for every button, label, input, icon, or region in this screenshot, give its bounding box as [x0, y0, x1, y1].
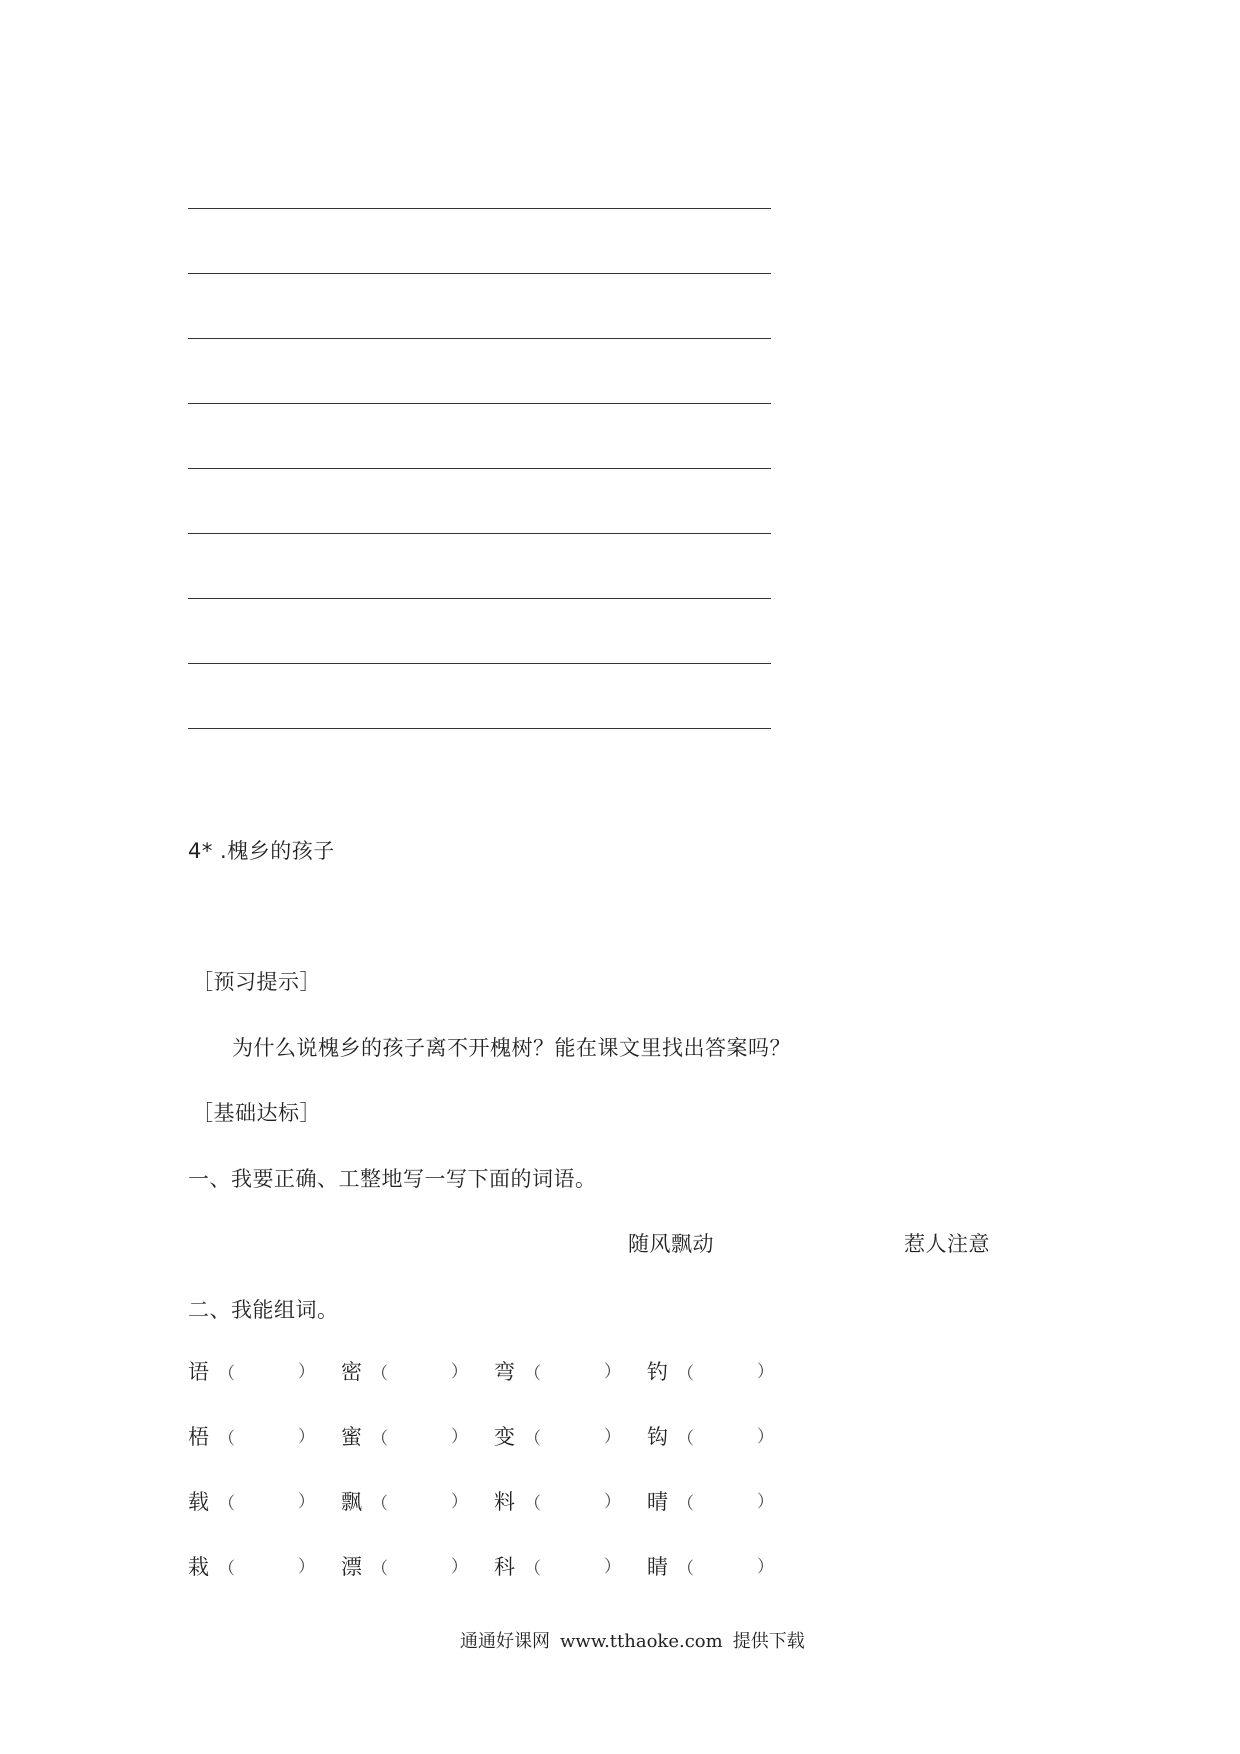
word-cell	[341, 1359, 468, 1387]
word-cell-character: 弯	[494, 1360, 515, 1384]
writing-line	[188, 598, 771, 599]
word-cell	[494, 1489, 621, 1517]
word-cell	[341, 1554, 468, 1582]
question-1: 一、我要正确、工整地写一写下面的词语。	[188, 1167, 597, 1191]
answer-blank-open[interactable]: （	[371, 1429, 388, 1449]
word-cell	[188, 1424, 315, 1452]
word-cell-character: 语	[188, 1360, 209, 1384]
word-cell-character: 晴	[647, 1490, 668, 1514]
answer-blank-open[interactable]: （	[524, 1559, 541, 1579]
lesson-title: 4* .槐乡的孩子	[188, 839, 335, 863]
answer-blank-open[interactable]: （	[524, 1429, 541, 1449]
word-cell	[341, 1424, 468, 1452]
answer-blank-close: ）	[604, 1557, 621, 1577]
answer-blank-close: ）	[451, 1557, 468, 1577]
answer-blank-close: ）	[604, 1427, 621, 1447]
writing-line	[188, 533, 771, 534]
preview-heading: ［预习提示］	[192, 970, 321, 994]
word-cell-character: 变	[494, 1425, 515, 1449]
word-cell-character: 栽	[188, 1555, 209, 1579]
answer-blank-open[interactable]: （	[677, 1364, 694, 1384]
answer-blank-close: ）	[451, 1492, 468, 1512]
footer-site-name: 通通好课网	[460, 1631, 550, 1652]
answer-blank-close: ）	[757, 1427, 774, 1447]
word-cell	[647, 1489, 774, 1517]
word-cell-character: 梧	[188, 1425, 209, 1449]
answer-blank-close: ）	[757, 1557, 774, 1577]
word-cell-character: 密	[341, 1360, 362, 1384]
writing-line	[188, 208, 771, 209]
answer-blank-open[interactable]: （	[524, 1364, 541, 1384]
practice-word: 惹人注意	[904, 1232, 990, 1256]
word-cell	[188, 1359, 315, 1387]
answer-blank-open[interactable]: （	[677, 1494, 694, 1514]
writing-line	[188, 403, 771, 404]
answer-blank-close: ）	[451, 1362, 468, 1382]
word-cell	[188, 1554, 315, 1582]
writing-line	[188, 338, 771, 339]
writing-line	[188, 468, 771, 469]
word-cell-character: 漂	[341, 1555, 362, 1579]
word-cell	[494, 1359, 621, 1387]
word-cell-character: 睛	[647, 1555, 668, 1579]
footer-url[interactable]: www.tthaoke.com	[560, 1631, 723, 1652]
word-cell-character: 科	[494, 1555, 515, 1579]
answer-blank-close: ）	[451, 1427, 468, 1447]
word-cell-character: 蜜	[341, 1425, 362, 1449]
answer-blank-open[interactable]: （	[371, 1494, 388, 1514]
word-cell-character: 钩	[647, 1425, 668, 1449]
answer-blank-close: ）	[298, 1362, 315, 1382]
answer-blank-open[interactable]: （	[218, 1429, 235, 1449]
answer-blank-open[interactable]: （	[677, 1559, 694, 1579]
word-cell	[647, 1554, 774, 1582]
answer-blank-open[interactable]: （	[524, 1494, 541, 1514]
answer-blank-close: ）	[604, 1492, 621, 1512]
answer-blank-close: ）	[298, 1557, 315, 1577]
answer-blank-close: ）	[757, 1492, 774, 1512]
basic-heading: ［基础达标］	[192, 1101, 321, 1125]
answer-blank-open[interactable]: （	[371, 1559, 388, 1579]
answer-blank-open[interactable]: （	[218, 1559, 235, 1579]
word-cell-character: 飘	[341, 1490, 362, 1514]
footer	[460, 1631, 805, 1653]
word-cell	[341, 1489, 468, 1517]
writing-line	[188, 273, 771, 274]
answer-blank-open[interactable]: （	[218, 1494, 235, 1514]
word-cell	[188, 1489, 315, 1517]
answer-blank-open[interactable]: （	[677, 1429, 694, 1449]
question-2: 二、我能组词。	[188, 1298, 339, 1322]
preview-text: 为什么说槐乡的孩子离不开槐树？能在课文里找出答案吗？	[232, 1036, 791, 1060]
writing-line	[188, 663, 771, 664]
answer-blank-close: ）	[298, 1427, 315, 1447]
word-cell	[647, 1424, 774, 1452]
word-cell-character: 料	[494, 1490, 515, 1514]
answer-blank-close: ）	[298, 1492, 315, 1512]
word-cell	[494, 1554, 621, 1582]
answer-blank-open[interactable]: （	[218, 1364, 235, 1384]
word-cell	[494, 1424, 621, 1452]
practice-word: 随风飘动	[628, 1232, 714, 1256]
answer-blank-close: ）	[604, 1362, 621, 1382]
word-cell	[647, 1359, 774, 1387]
writing-line	[188, 728, 771, 729]
answer-blank-close: ）	[757, 1362, 774, 1382]
word-cell-character: 载	[188, 1490, 209, 1514]
word-cell-character: 钓	[647, 1360, 668, 1384]
answer-blank-open[interactable]: （	[371, 1364, 388, 1384]
footer-suffix: 提供下载	[732, 1631, 805, 1652]
